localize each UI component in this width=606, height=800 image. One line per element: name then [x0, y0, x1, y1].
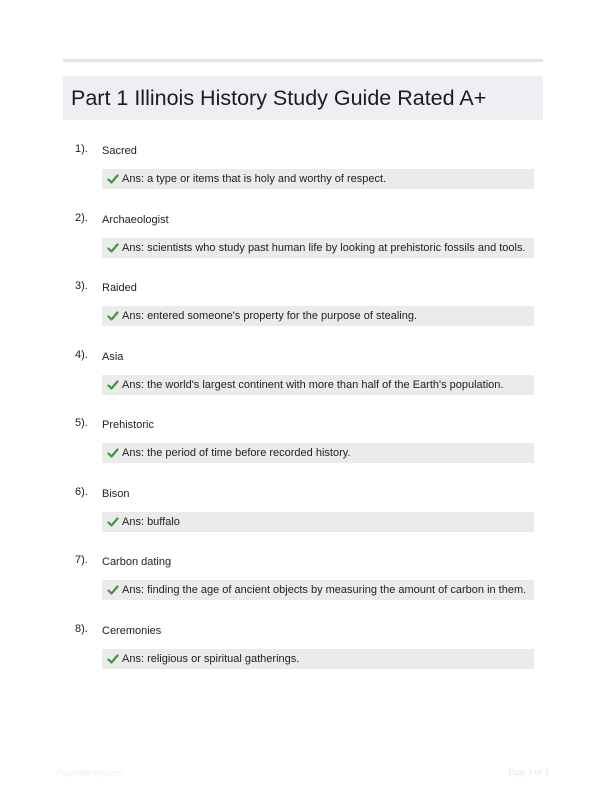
qa-item [63, 554, 543, 623]
answer-text: Ans: finding the age of ancient objects by measuring the amount of carbon in them. [122, 584, 527, 596]
title-banner [63, 76, 543, 120]
check-icon [107, 447, 119, 459]
answer-box [102, 443, 534, 463]
answer-text: Ans: scientists who study past human life by looking at prehistoric fossils and tools. [122, 241, 526, 254]
answer-text: Ans: buffalo [122, 515, 180, 528]
answer-text: Ans: a type or items that is holy and worthy of respect. [122, 173, 387, 185]
item-term: Asia [102, 350, 124, 363]
answer-text: Ans: the world's largest continent with more than half of the Earth's population. [122, 378, 504, 391]
item-term: Bison [102, 487, 130, 500]
item-term: Raided [102, 282, 137, 294]
check-icon [107, 653, 119, 665]
answer-text: Ans: the period of time before recorded history. [122, 447, 351, 459]
item-term: Carbon dating [102, 556, 172, 568]
page-number: Page 1 of 3 [508, 767, 549, 777]
item-number: 5). [75, 417, 88, 429]
item-number: 4). [75, 348, 88, 361]
top-divider [63, 59, 543, 62]
item-number: 3). [75, 280, 88, 292]
answer-box [102, 169, 534, 189]
item-number: 2). [75, 211, 88, 224]
qa-item [63, 486, 543, 555]
answer-box [102, 375, 534, 395]
qa-item [63, 143, 543, 212]
item-number: 8). [75, 622, 88, 635]
qa-list [63, 143, 543, 691]
item-term: Archaeologist [102, 213, 169, 226]
check-icon [107, 584, 119, 596]
check-icon [107, 516, 119, 528]
item-term: Sacred [102, 145, 137, 157]
item-number: 7). [75, 554, 88, 566]
qa-item [63, 349, 543, 418]
answer-box [102, 649, 534, 669]
check-icon [107, 242, 119, 254]
item-term: Prehistoric [102, 419, 154, 431]
item-number: 1). [75, 143, 88, 155]
item-number: 6). [75, 485, 88, 498]
answer-box [102, 512, 534, 532]
answer-text: Ans: religious or spiritual gatherings. [122, 652, 300, 665]
answer-box [102, 238, 534, 258]
answer-box [102, 580, 534, 600]
qa-item [63, 417, 543, 486]
qa-item [63, 212, 543, 281]
check-icon [107, 379, 119, 391]
check-icon [107, 310, 119, 322]
answer-text: Ans: entered someone's property for the purpose of stealing. [122, 310, 417, 322]
answer-box [102, 306, 534, 326]
check-icon [107, 173, 119, 185]
footer-watermark: Paperlibrary.com [56, 768, 124, 778]
item-term: Ceremonies [102, 624, 162, 637]
qa-item [63, 623, 543, 692]
page-title: Part 1 Illinois History Study Guide Rated A+ [71, 85, 487, 110]
qa-item [63, 280, 543, 349]
